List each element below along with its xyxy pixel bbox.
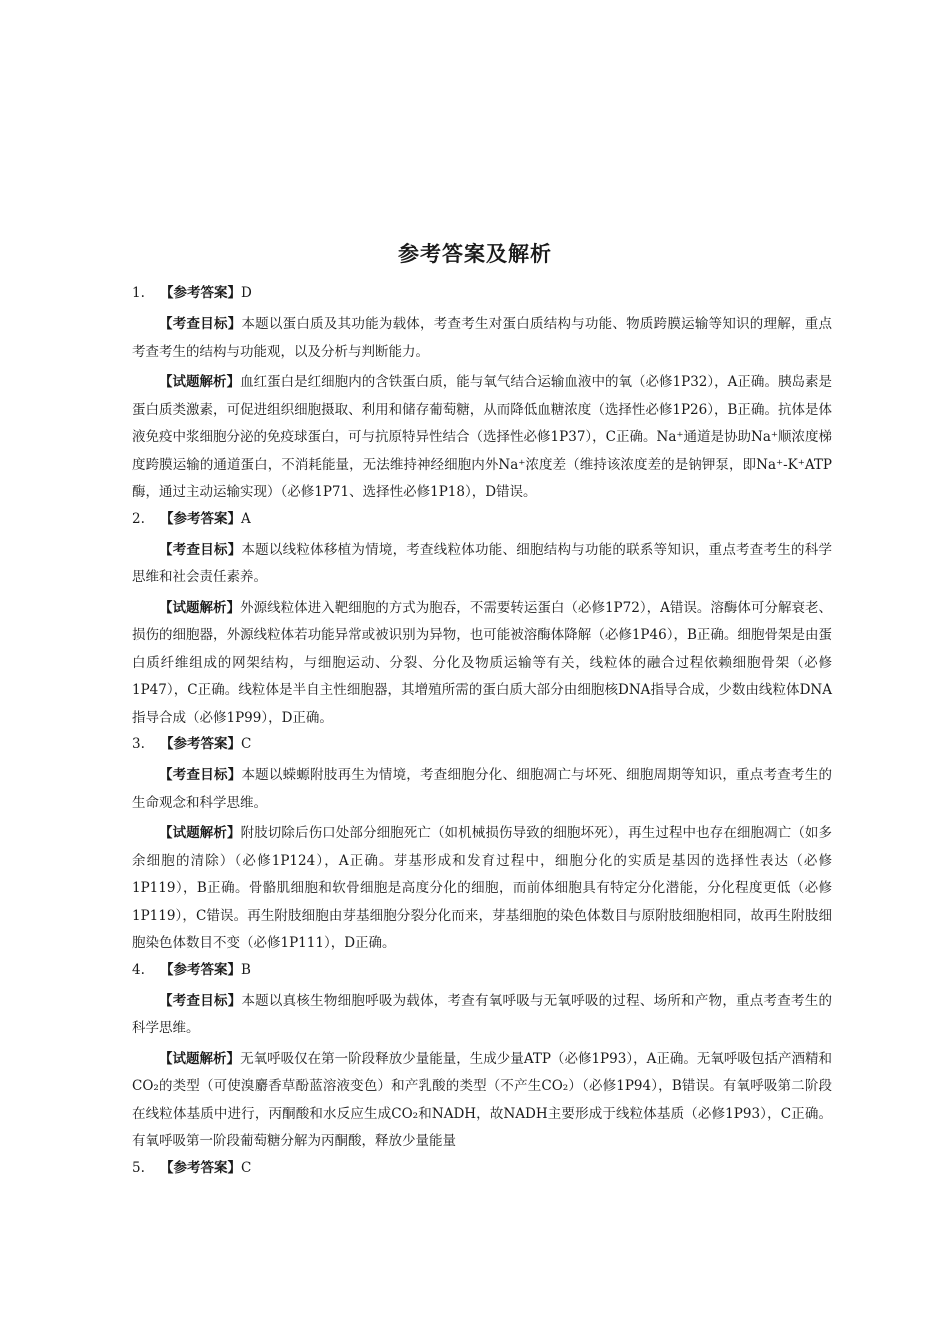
answer-line (132, 735, 832, 753)
exam-target (132, 537, 832, 592)
analysis-tag: 【试题解析】 (159, 599, 241, 616)
answer-value: C (241, 1159, 252, 1176)
answer-content (132, 284, 832, 1186)
answer-line (132, 961, 832, 979)
answer-value: A (241, 510, 251, 527)
answer-value: D (241, 285, 252, 301)
question-block (132, 510, 832, 733)
analysis (132, 595, 832, 733)
question-number: 4. (132, 961, 145, 978)
question-number: 3. (132, 736, 145, 752)
answer-line (132, 1159, 832, 1177)
exam-target (132, 311, 832, 366)
exam-target (132, 988, 832, 1043)
target-text: 本题以真核生物细胞呼吸为载体，考查有氧呼吸与无氧呼吸的过程、场所和产物，重点考查考生的科学思维。 (132, 992, 832, 1036)
analysis-text: 血红蛋白是红细胞内的含铁蛋白质，能与氧气结合运输血液中的氧（必修1P32），A正确。胰岛素是蛋白质类激素，可促进组织细胞摄取、利用和储存葡萄糖，从而降低血糖浓度（选择性必修1P26），B正确。抗体是体液免疫中浆细胞分泌的免疫球蛋白，可与抗原特异性结合（选择性必修1P37），C正确。Na⁺通道是协助Na⁺顺浓度梯度跨膜运输的通道蛋白，不消耗能量，无法维持神经细胞内外Na⁺浓度差（维持该浓度差的是钠钾泵，即Na⁺-K⁺ATP酶，通过主动运输实现）（必修1P71、选择性必修1P18），D错误。 (132, 374, 833, 500)
answer-value: C (241, 736, 252, 752)
question-block (132, 735, 832, 958)
analysis-tag: 【试题解析】 (159, 825, 241, 841)
target-tag: 【考查目标】 (159, 316, 242, 332)
question-number: 1. (132, 285, 145, 301)
answer-line (132, 284, 832, 302)
answer-tag: 【参考答案】 (160, 510, 241, 527)
question-number: 2. (132, 510, 145, 527)
target-tag: 【考查目标】 (159, 767, 242, 783)
answer-tag: 【参考答案】 (160, 961, 241, 978)
question-block (132, 1159, 832, 1177)
answer-value: B (241, 961, 251, 978)
target-tag: 【考查目标】 (159, 541, 242, 558)
target-text: 本题以蛋白质及其功能为载体，考查考生对蛋白质结构与功能、物质跨膜运输等知识的理解，重点考查考生的结构与功能观，以及分析与判断能力。 (132, 316, 832, 360)
target-text: 本题以线粒体移植为情境，考查线粒体功能、细胞结构与功能的联系等知识，重点考查考生的科学思维和社会责任素养。 (132, 541, 832, 585)
analysis (132, 1046, 832, 1156)
exam-target (132, 762, 832, 817)
analysis-text: 无氧呼吸仅在第一阶段释放少量能量，生成少量ATP（必修1P93），A正确。无氧呼吸包括产酒精和CO₂的类型（可使溴麝香草酚蓝溶液变色）和产乳酸的类型（不产生CO₂）（必修1P94），B错误。有氧呼吸第二阶段在线粒体基质中进行，丙酮酸和水反应生成CO₂和NADH，故NADH主要形成于线粒体基质（必修1P93），C正确。有氧呼吸第一阶段葡萄糖分解为丙酮酸，释放少量能量 (132, 1050, 833, 1149)
analysis (132, 369, 832, 507)
analysis-text: 附肢切除后伤口处部分细胞死亡（如机械损伤导致的细胞坏死），再生过程中也存在细胞凋亡（如多余细胞的清除）（必修1P124），A正确。芽基形成和发育过程中，细胞分化的实质是基因的选择性表达（必修1P119），B正确。骨骼肌细胞和软骨细胞是高度分化的细胞，而前体细胞具有特定分化潜能，分化程度更低（必修1P119），C错误。再生附肢细胞由芽基细胞分裂分化而来，芽基细胞的染色体数目与原附肢细胞相同，故再生附肢细胞染色体数目不变（必修1P111），D正确。 (132, 825, 833, 951)
analysis-tag: 【试题解析】 (159, 374, 241, 390)
answer-tag: 【参考答案】 (160, 1159, 241, 1176)
answer-line (132, 510, 832, 528)
answer-tag: 【参考答案】 (160, 285, 241, 301)
analysis (132, 820, 832, 958)
answer-tag: 【参考答案】 (160, 736, 241, 752)
question-block (132, 961, 832, 1156)
question-number: 5. (132, 1159, 145, 1176)
target-text: 本题以蝾螈附肢再生为情境，考查细胞分化、细胞凋亡与坏死、细胞周期等知识，重点考查考生的生命观念和科学思维。 (132, 767, 832, 811)
analysis-text: 外源线粒体进入靶细胞的方式为胞吞，不需要转运蛋白（必修1P72），A错误。溶酶体可分解衰老、损伤的细胞器，外源线粒体若功能异常或被识别为异物，也可能被溶酶体降解（必修1P46），B正确。细胞骨架是由蛋白质纤维组成的网架结构，与细胞运动、分裂、分化及物质运输等有关，线粒体的融合过程依赖细胞骨架（必修1P47），C正确。线粒体是半自主性细胞器，其增殖所需的蛋白质大部分由细胞核DNA指导合成，少数由线粒体DNA指导合成（必修1P99），D正确。 (132, 599, 833, 726)
analysis-tag: 【试题解析】 (159, 1050, 241, 1067)
target-tag: 【考查目标】 (159, 992, 242, 1009)
question-block (132, 284, 832, 507)
page-title: 参考答案及解析 (398, 242, 552, 266)
